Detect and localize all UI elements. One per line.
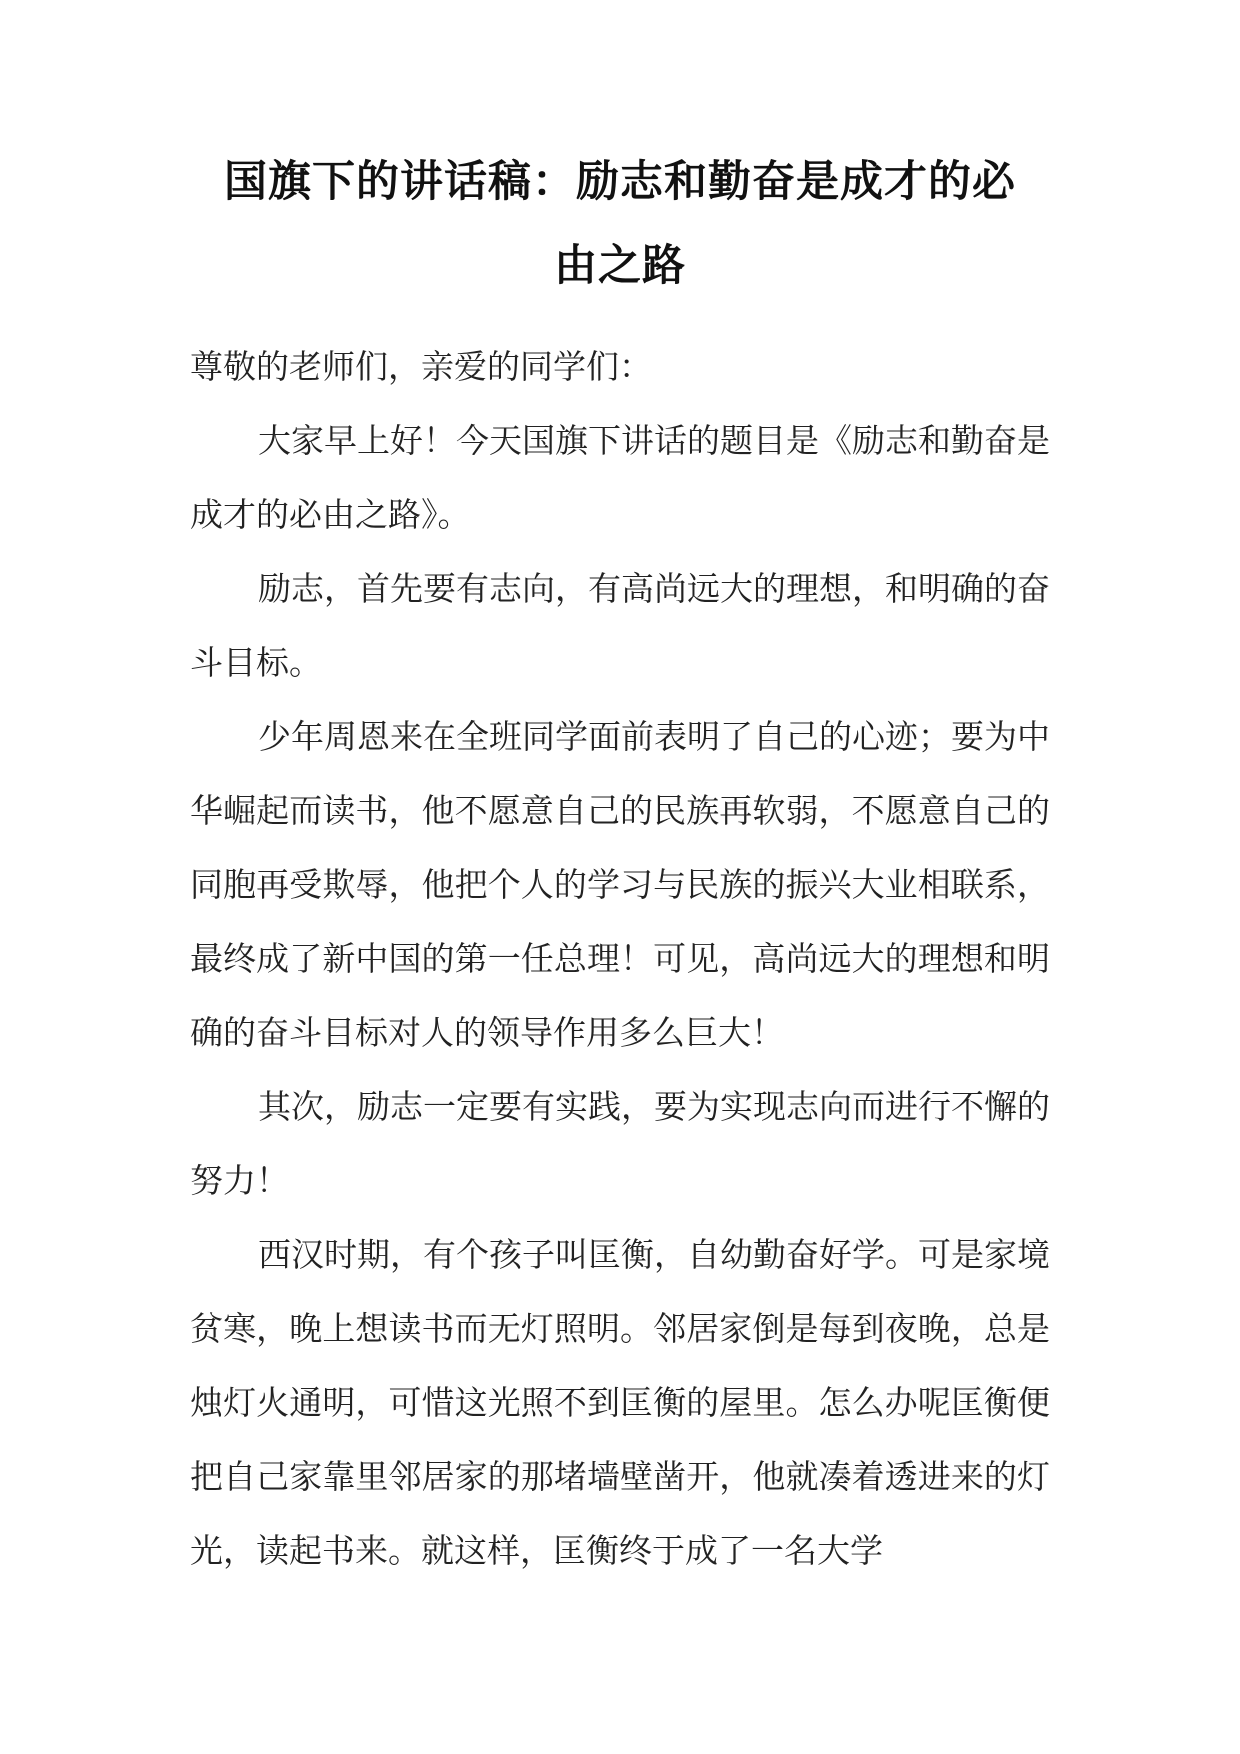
paragraph: 西汉时期，有个孩子叫匡衡，自幼勤奋好学。可是家境贫寒，晚上想读书而无灯照明。邻居家倒是每到夜晚，总是烛灯火通明，可惜这光照不到匡衡的屋里。怎么办呢匡衡便把自己家靠里邻居家的那堵墙壁凿开，他就凑着透进来的灯光，读起书来。就这样，匡衡终于成了一名大学 <box>190 1235 1050 1570</box>
document-body <box>190 330 1050 1588</box>
title-line-2: 由之路 <box>554 241 686 291</box>
greeting: 尊敬的老师们，亲爱的同学们： <box>190 347 652 386</box>
document-title <box>150 140 1090 308</box>
title-line-1: 国旗下的讲话稿：励志和勤奋是成才的必 <box>224 157 1016 207</box>
paragraph: 励志，首先要有志向，有高尚远大的理想，和明确的奋斗目标。 <box>190 569 1050 682</box>
paragraph: 其次，励志一定要有实践，要为实现志向而进行不懈的努力！ <box>190 1087 1050 1200</box>
paragraph: 少年周恩来在全班同学面前表明了自己的心迹；要为中华崛起而读书，他不愿意自己的民族再软弱，不愿意自己的同胞再受欺辱，他把个人的学习与民族的振兴大业相联系，最终成了新中国的第一任总理！可见，高尚远大的理想和明确的奋斗目标对人的领导作用多么巨大！ <box>190 717 1050 1052</box>
paragraph: 大家早上好！今天国旗下讲话的题目是《励志和勤奋是成才的必由之路》。 <box>190 421 1050 534</box>
